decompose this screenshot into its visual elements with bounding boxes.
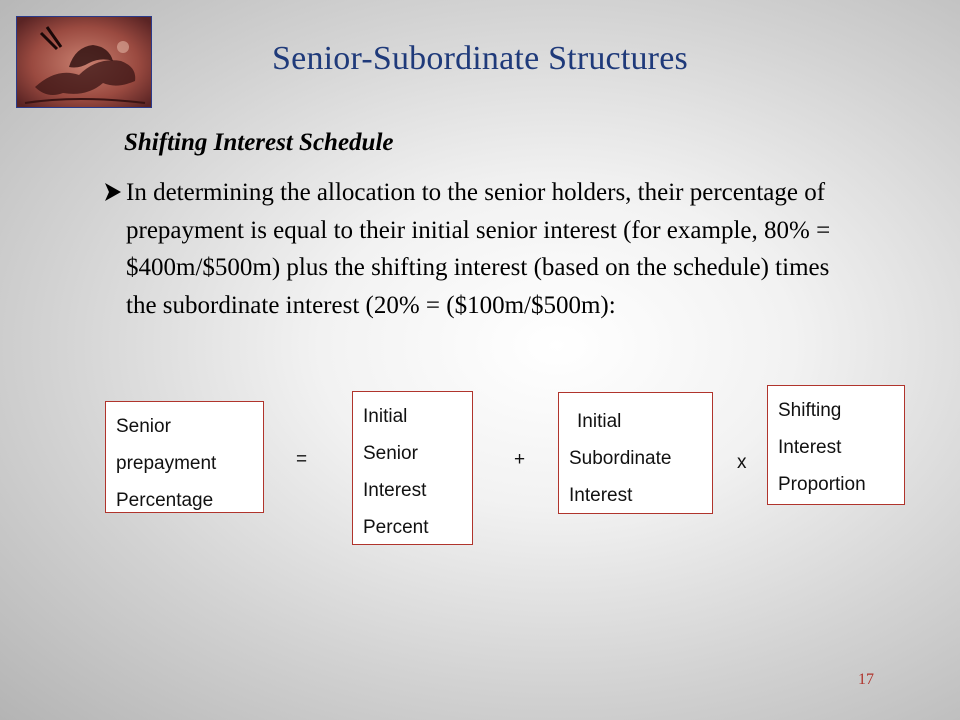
initial-subordinate-interest-box	[558, 392, 713, 514]
shifting-interest-proportion-box	[767, 385, 905, 505]
plus-sign: +	[514, 449, 526, 470]
bullet-item	[104, 174, 844, 324]
page-number: 17	[858, 671, 874, 688]
arrow-bullet-icon	[104, 182, 122, 202]
box-line: Senior	[116, 416, 171, 437]
box-line: Percent	[363, 517, 429, 538]
box-line: Interest	[569, 485, 633, 506]
box-line: prepayment	[116, 453, 217, 474]
box-line: Interest	[363, 480, 427, 501]
slide-title: Senior-Subordinate Structures	[272, 40, 688, 77]
initial-senior-interest-box	[352, 391, 473, 545]
box-line: Shifting	[778, 400, 842, 421]
equals-sign: =	[296, 449, 308, 470]
bullet-text: In determining the allocation to the senior holders, their percentage of prepayment is equal to their initial senior interest (for example, 80% = $400m/$500m) plus the shifting interest (based on the schedule) times the subordinate interest (20% = ($100m/$500m):	[126, 179, 831, 319]
senior-prepayment-box	[105, 401, 264, 513]
box-line: Proportion	[778, 474, 866, 495]
box-line: Initial	[577, 411, 622, 432]
box-line: Initial	[363, 406, 408, 427]
box-line: Subordinate	[569, 448, 672, 469]
multiply-sign: x	[737, 452, 747, 473]
box-line: Senior	[363, 443, 418, 464]
box-line: Percentage	[116, 490, 214, 511]
slide-subtitle: Shifting Interest Schedule	[124, 129, 394, 156]
box-line: Interest	[778, 437, 842, 458]
